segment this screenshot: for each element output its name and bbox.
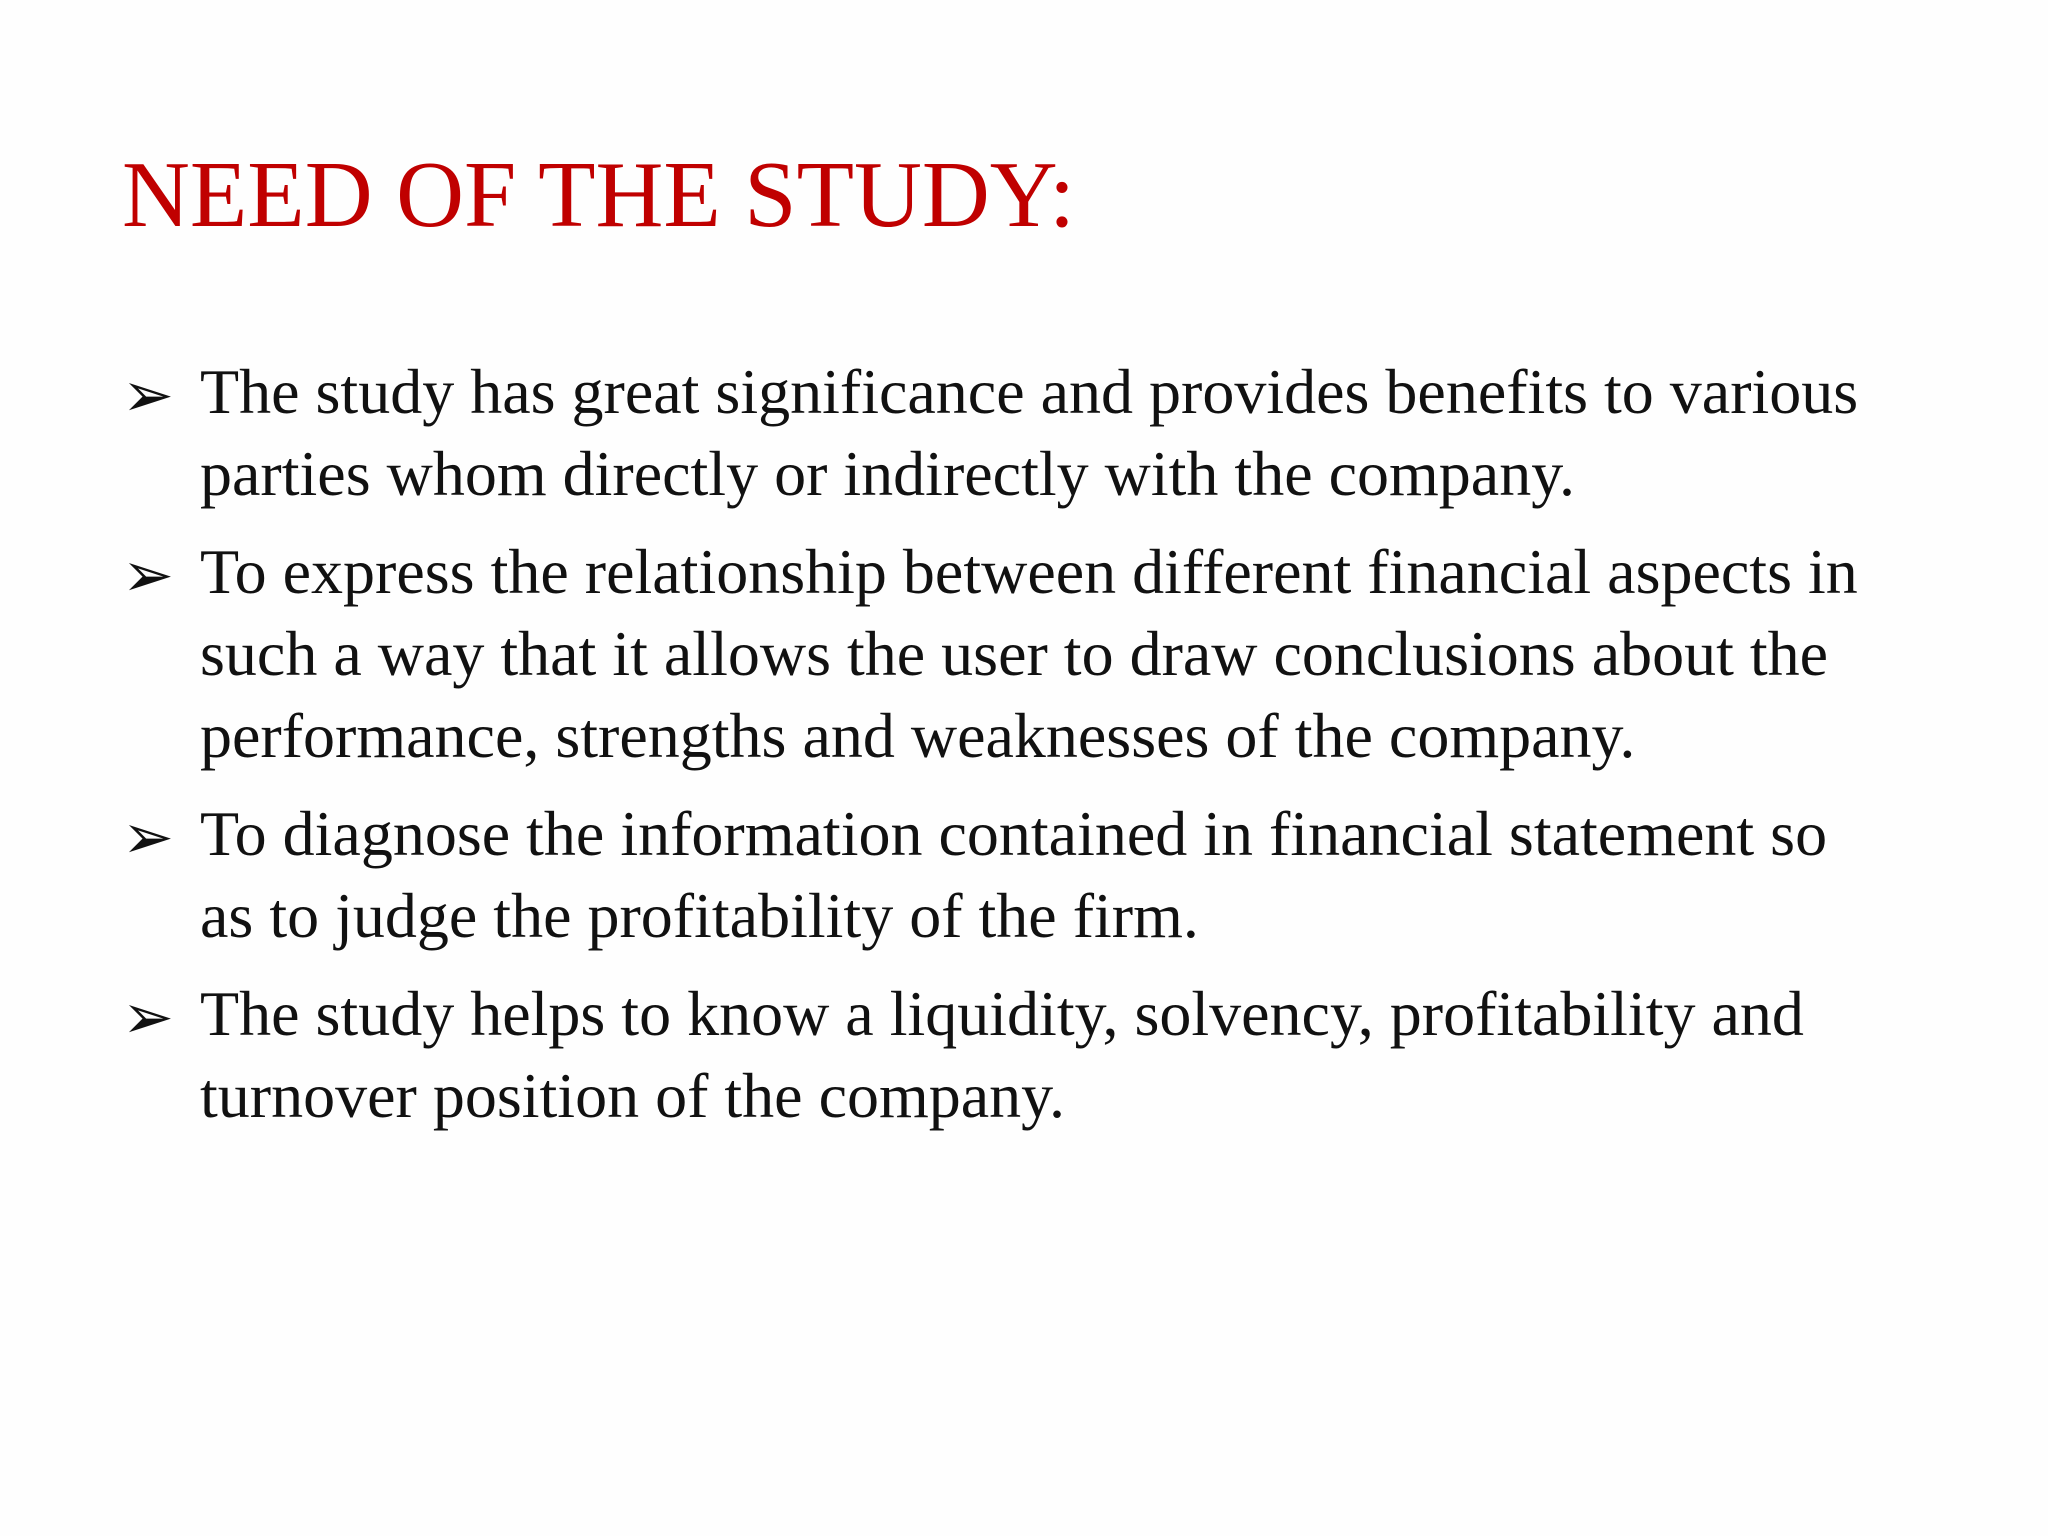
bullet-text: The study has great significance and provides benefits to various parties whom directly or indirectly with the company. <box>200 356 1859 509</box>
bullet-list <box>122 351 2002 1153</box>
bullet-text: To diagnose the information contained in financial statement so as to judge the profitability of the firm. <box>200 798 1828 951</box>
arrowhead-bullet-icon: ➢ <box>122 804 174 872</box>
arrowhead-bullet-icon: ➢ <box>122 984 174 1052</box>
bullet-item <box>122 793 2002 957</box>
bullet-item <box>122 531 2002 777</box>
arrowhead-bullet-icon: ➢ <box>122 542 174 610</box>
bullet-item <box>122 973 2002 1137</box>
bullet-item <box>122 351 2002 515</box>
bullet-text: The study helps to know a liquidity, solvency, profitability and turnover position of the company. <box>200 978 1804 1131</box>
arrowhead-bullet-icon: ➢ <box>122 362 174 430</box>
bullet-text: To express the relationship between different financial aspects in such a way that it allows the user to draw conclusions about the performance, strengths and weaknesses of the company. <box>200 536 1858 771</box>
slide-title: NEED OF THE STUDY: <box>122 143 1076 247</box>
